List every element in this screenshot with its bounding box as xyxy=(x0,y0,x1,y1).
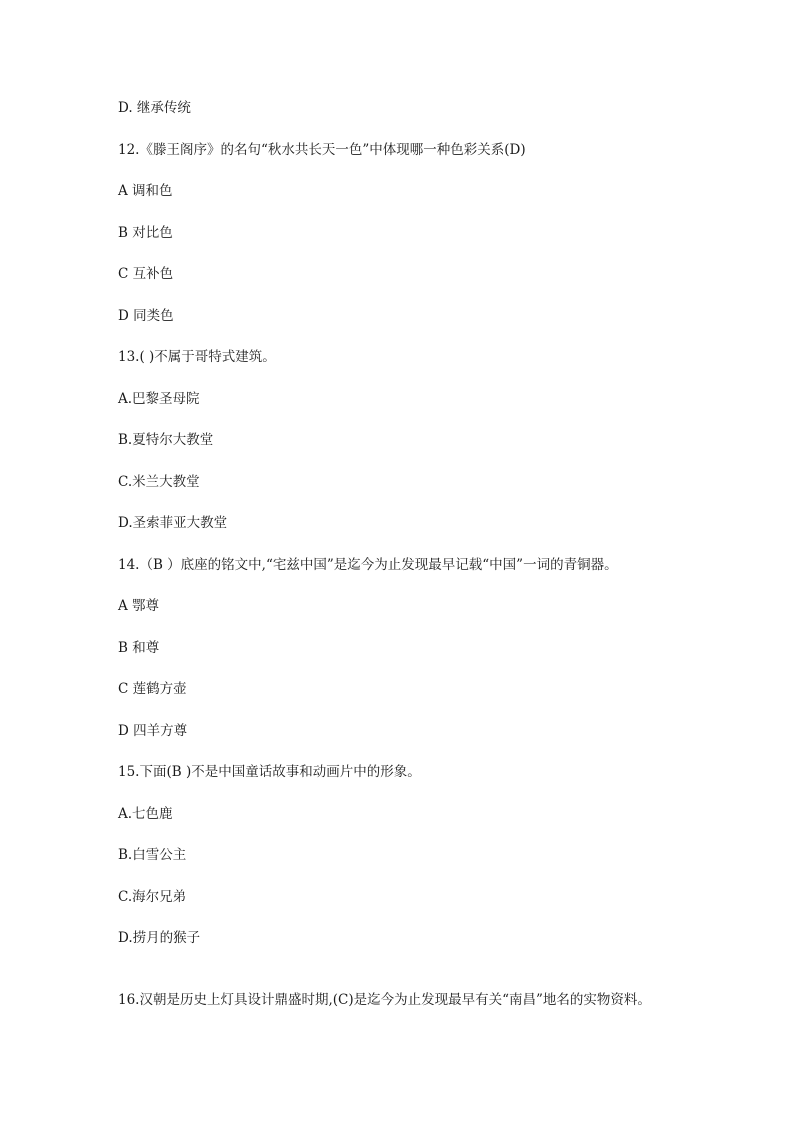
option-d-q13: D.圣索菲亚大教堂 xyxy=(118,515,228,531)
option-c-q13: C.米兰大教堂 xyxy=(118,474,200,490)
option-a-q14: A 鄂尊 xyxy=(118,598,160,614)
option-c-q14: C 莲鹤方壶 xyxy=(118,681,187,697)
option-a-q12: A 调和色 xyxy=(118,183,173,199)
option-b-q12: B 对比色 xyxy=(118,225,173,241)
question-12: 12.《滕王阁序》的名句“秋水共长天一色”中体现哪一种色彩关系(D) xyxy=(118,142,526,158)
question-13: 13.( )不属于哥特式建筑。 xyxy=(118,349,276,365)
option-d-q12: D 同类色 xyxy=(118,308,174,324)
option-b-q14: B 和尊 xyxy=(118,640,160,656)
question-14: 14.（B ）底座的铭文中,“宅兹中国”是迄今为止发现最早记载“中国”一词的青铜器。 xyxy=(118,557,618,573)
option-a-q13: A.巴黎圣母院 xyxy=(118,391,200,407)
option-b-q15: B.白雪公主 xyxy=(118,847,187,863)
option-b-q13: B.夏特尔大教堂 xyxy=(118,432,214,448)
option-c-q15: C.海尔兄弟 xyxy=(118,889,187,905)
question-16: 16.汉朝是历史上灯具设计鼎盛时期,(C)是迄今为止发现最早有关“南昌”地名的实物资料。 xyxy=(118,992,651,1008)
option-d-q11: D. 继承传统 xyxy=(118,100,191,116)
option-a-q15: A.七色鹿 xyxy=(118,806,173,822)
option-d-q14: D 四羊方尊 xyxy=(118,723,188,739)
question-15: 15.下面(B )不是中国童话故事和动画片中的形象。 xyxy=(118,764,421,780)
option-d-q15: D.捞月的猴子 xyxy=(118,930,201,946)
option-c-q12: C 互补色 xyxy=(118,266,174,282)
